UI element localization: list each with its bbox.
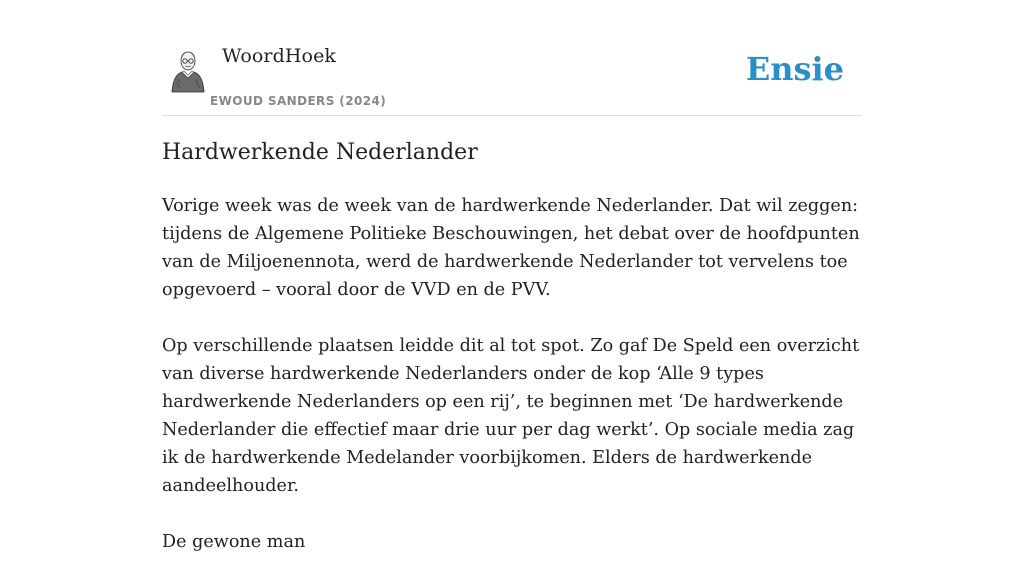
article-subheading: De gewone man: [162, 532, 306, 552]
article-paragraph: Vorige week was de week van de hardwerkende Nederlander. Dat wil zeggen: tijdens de Algemene Politieke Beschouwingen, het debat over de hoofdpunten van de Miljoenennota, werd de hardwerkende Nederlander tot vervelens toe opgevoerd – vooral door de VVD en de PVV.: [162, 196, 860, 300]
site-logo[interactable]: Ensie: [745, 50, 844, 88]
article-page: [162, 0, 862, 552]
author-credit: EWOUD SANDERS (2024): [210, 94, 387, 108]
article-title: Hardwerkende Nederlander: [162, 140, 478, 165]
author-portrait-icon: [168, 48, 208, 92]
brand-name[interactable]: WoordHoek: [222, 45, 337, 67]
article-paragraph: Op verschillende plaatsen leidde dit al tot spot. Zo gaf De Speld een overzicht van diverse hardwerkende Nederlanders onder de kop ‘Alle 9 types hardwerkende Nederlanders op een rij’, te beginnen met ‘De hardwerkende Nederlander die effectief maar drie uur per dag werkt’. Op sociale media zag ik de hardwerkende Medelander voorbijkomen. Elders de hardwerkende aandeelhouder.: [162, 336, 860, 496]
article-body: [162, 192, 862, 584]
header: [162, 0, 862, 116]
